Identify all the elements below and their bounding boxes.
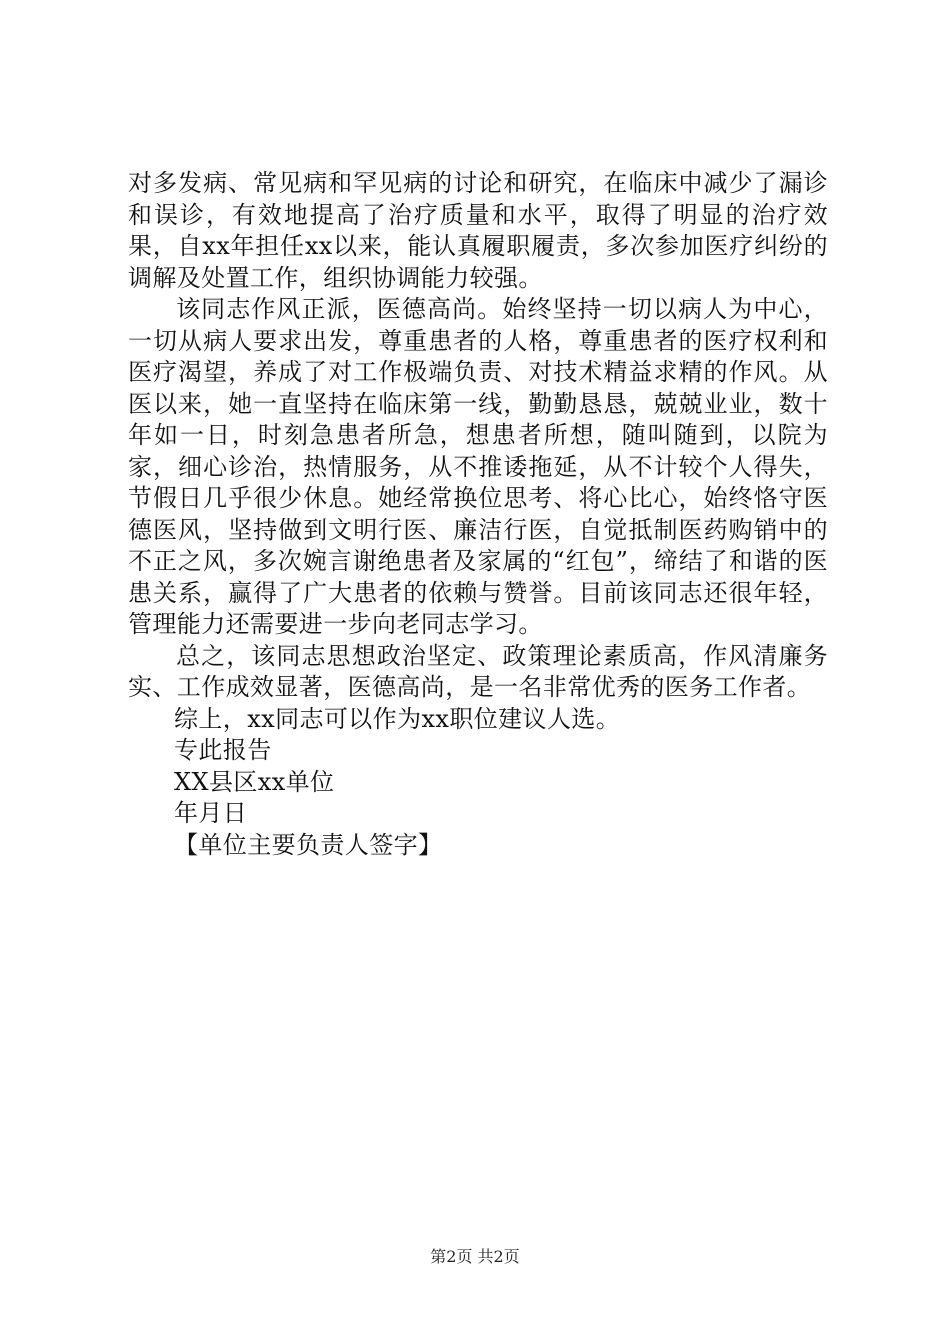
signature-line: 【单位主要负责人签字】: [174, 830, 443, 859]
page-number: 第2页 共2页: [430, 1247, 520, 1266]
unit-line: XX县区xx单位: [174, 767, 335, 796]
report-line: 专此报告: [174, 736, 272, 764]
date-line: 年月日: [174, 799, 248, 827]
paragraph-conduct: 该同志作风正派，医德高尚。始终坚持一切以病人为中心，一切从病人要求出发，尊重患者的人格，尊重患者的医疗权利和医疗渴望，养成了对工作极端负责、对技术精益求精的作风。从医以来，她一直坚持在临床第一线，勤勤恳恳，兢兢业业，数十年如一日，时刻急患者所急，想患者所想，随叫随到，以院为家，细心诊治，热情服务，从不推诿拖延，从不计较个人得失，节假日几乎很少休息。她经常换位思考、将心比心，始终恪守医德医风，坚持做到文明行医、廉洁行医，自觉抵制医药购销中的不正之风，多次婉言谢绝患者及家属的“红包”，缔结了和谐的医患关系，赢得了广大患者的依赖与赞誉。目前该同志还很年轻，管理能力还需要进一步向老同志学习。: [128, 295, 828, 638]
page-footer: [0, 1244, 950, 1267]
paragraph-summary: 总之，该同志思想政治坚定、政策理论素质高，作风清廉务实、工作成效显著，医德高尚，是一名非常优秀的医务工作者。: [128, 641, 828, 701]
document-body: [128, 168, 828, 861]
closing-block: [128, 704, 828, 862]
paragraph-continuation: 对多发病、常见病和罕见病的讨论和研究，在临床中减少了漏诊和误诊，有效地提高了治疗质量和水平，取得了明显的治疗效果，自xx年担任xx以来，能认真履职履责，多次参加医疗纠纷的调解及处置工作，组织协调能力较强。: [128, 169, 828, 292]
conclusion-line: 综上，xx同志可以作为xx职位建议人选。: [174, 704, 621, 733]
